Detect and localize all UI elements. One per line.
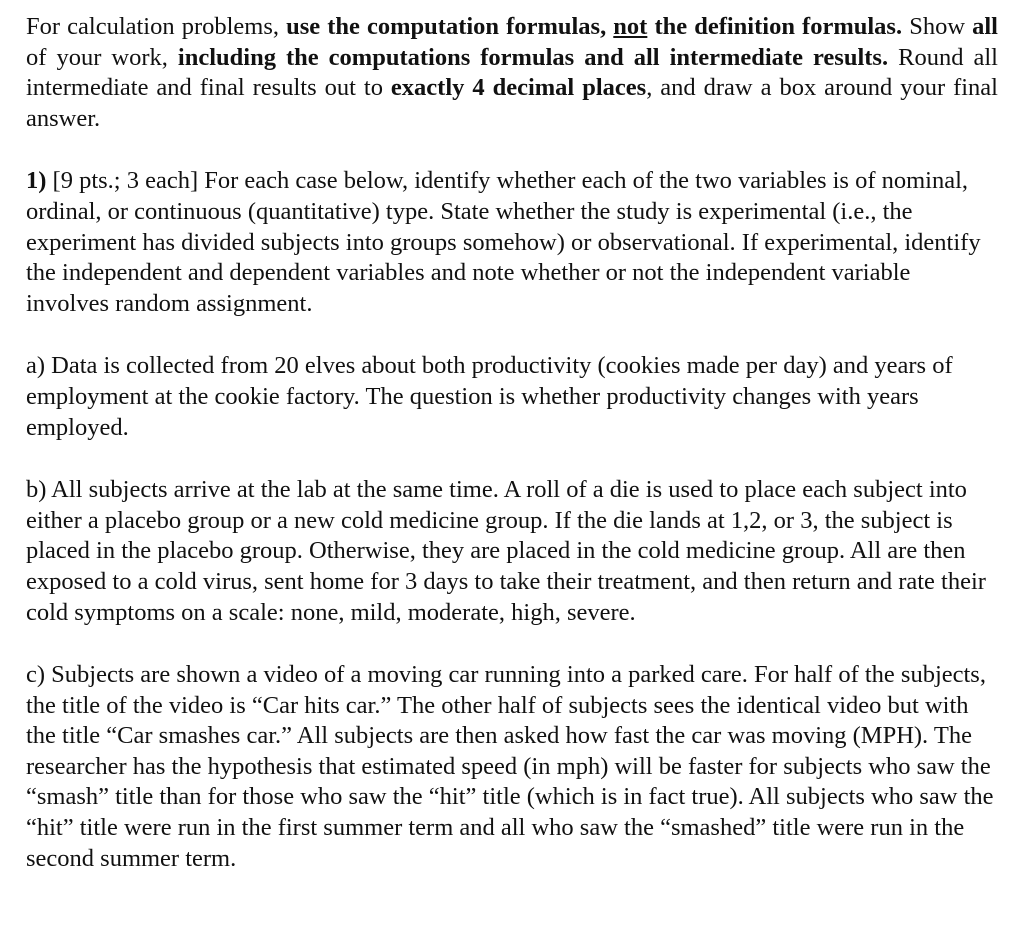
spacer: [26, 319, 998, 351]
instructions-bold-all: all: [972, 13, 998, 40]
question-1-paragraph: [26, 166, 998, 319]
instructions-bold-1: use the computation formulas,: [286, 13, 614, 40]
instructions-text-3: of your work,: [26, 43, 178, 71]
part-c-paragraph: c) Subjects are shown a video of a moving car running into a parked care. For half of the subjects, the title of the video is “Car hits car.” The other half of subjects sees the identical video but with the title “Car smashes car.” All subjects are then asked how fast the car was moving (MPH). The researcher has the hypothesis that estimated speed (in mph) will be faster for subjects who saw the “smash” title than for those who saw the “hit” title (which is in fact true). All subjects who saw the “hit” title were run in the first summer term and all who saw the “smashed” title were run in the second summer term.: [26, 661, 994, 872]
instructions-bold-2: the definition formulas.: [647, 13, 903, 40]
spacer: [26, 134, 998, 166]
instructions-text-1: For calculation problems,: [26, 13, 287, 40]
part-a-paragraph: a) Data is collected from 20 elves about both productivity (cookies made per day) and years of employment at the cookie factory. The question is whether productivity changes with years employed.: [26, 352, 953, 441]
question-1-text: [9 pts.; 3 each] For each case below, identify whether each of the two variables is of nominal, ordinal, or continuous (quantitative) type. State whether the study is experimental (i.e., the experiment has divided subjects into groups somehow) or observational. If experimental, identify the independent and dependent variables and note whether or not the independent variable involves random assignment.: [26, 167, 981, 317]
instructions-bold-5: exactly 4 decimal places: [390, 74, 647, 102]
spacer: [26, 628, 998, 660]
instructions-text-2: Show: [902, 13, 973, 40]
part-b-paragraph: b) All subjects arrive at the lab at the same time. A roll of a die is used to place each subject into either a placebo group or a new cold medicine group. If the die lands at 1,2, or 3, the subject is placed in the placebo group. Otherwise, they are placed in the cold medicine group. All are then exposed to a cold virus, sent home for 3 days to take their treatment, and then return and rate their cold symptoms on a scale: none, mild, moderate, high, severe.: [26, 476, 986, 626]
instructions-paragraph: [26, 12, 998, 134]
instructions-underline-not: not: [613, 13, 648, 40]
spacer: [26, 443, 998, 475]
question-1-number: 1): [26, 167, 47, 195]
instructions-bold-4: including the computations formulas and all intermediate results.: [177, 43, 889, 71]
document-body: [26, 12, 998, 874]
instructions-text-5: , and draw a box around your final answer.: [26, 74, 998, 132]
instructions-text-4: Round all intermediate and final results out to: [26, 43, 998, 102]
